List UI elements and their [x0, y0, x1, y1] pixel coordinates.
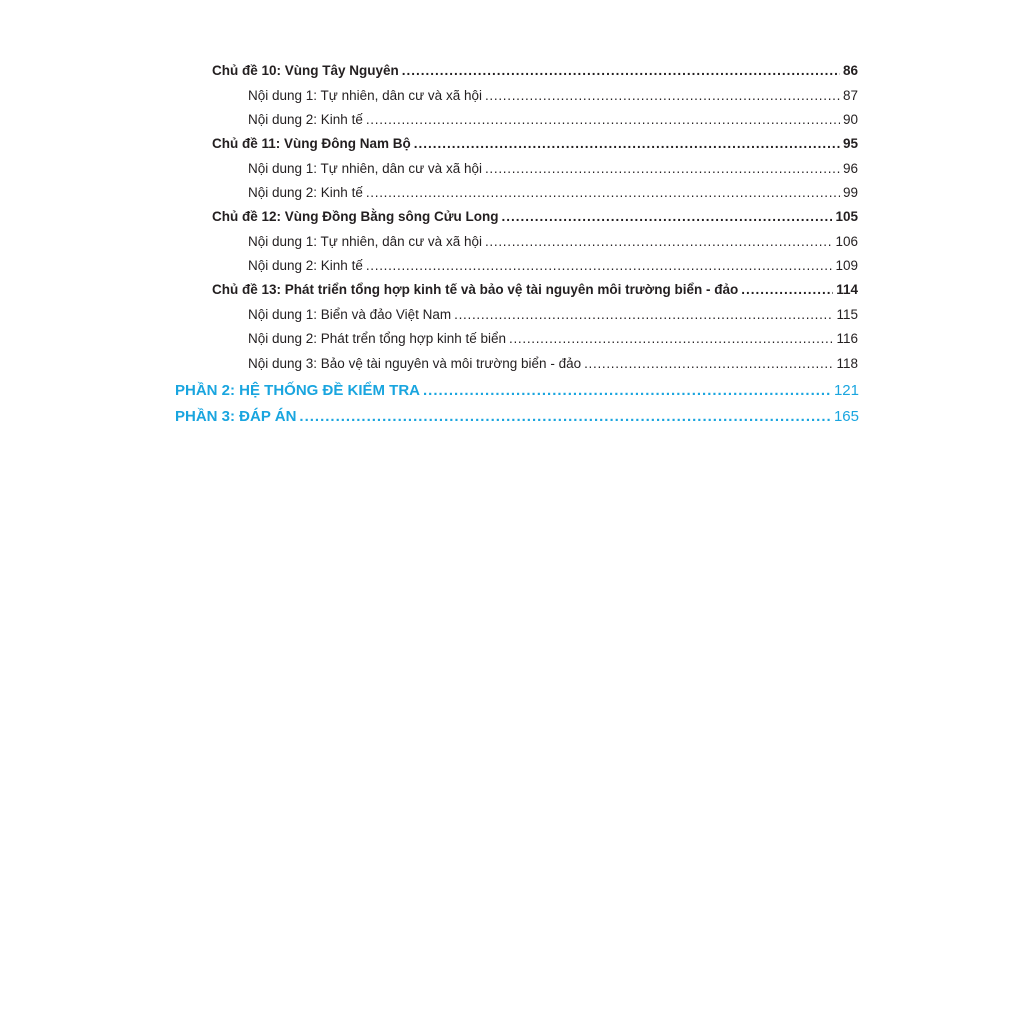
entry-title: Nội dung 1: Tự nhiên, dân cư và xã hội — [248, 88, 482, 103]
toc-entry-content[interactable] — [248, 356, 858, 371]
book-page — [117, 0, 907, 1024]
entry-title: PHẦN 2: HỆ THỐNG ĐỀ KIỂM TRA — [175, 382, 421, 399]
entry-title: Nội dung 2: Kinh tế — [248, 185, 363, 200]
dot-leader — [454, 307, 833, 322]
toc-entry-content[interactable] — [248, 185, 858, 200]
dot-leader — [299, 408, 831, 425]
dot-leader — [741, 282, 833, 297]
entry-page: 105 — [835, 209, 858, 224]
entry-title: Chủ đề 11: Vùng Đông Nam Bộ — [212, 136, 411, 151]
entry-page: 116 — [836, 331, 858, 346]
entry-page: 121 — [833, 382, 859, 399]
entry-page: 109 — [835, 258, 858, 273]
toc-entry-topic-10[interactable] — [212, 63, 858, 78]
toc-entry-part-2[interactable] — [175, 382, 859, 399]
toc-entry-content[interactable] — [248, 161, 858, 176]
table-of-contents — [117, 0, 907, 1024]
toc-entry-content[interactable] — [248, 112, 858, 127]
toc-entry-topic-12[interactable] — [212, 209, 858, 224]
entry-title: Nội dung 1: Biển và đảo Việt Nam — [248, 307, 452, 322]
toc-entry-content[interactable] — [248, 234, 858, 249]
toc-entry-topic-13[interactable] — [212, 282, 858, 297]
dot-leader — [366, 185, 840, 200]
entry-title: Chủ đề 13: Phát triển tổng hợp kinh tế và bảo vệ tài nguyên môi trường biển - đảo — [212, 282, 739, 297]
dot-leader — [366, 112, 840, 127]
toc-entry-topic-11[interactable] — [212, 136, 858, 151]
dot-leader — [414, 136, 840, 151]
toc-entry-content[interactable] — [248, 331, 858, 346]
toc-entry-content[interactable] — [248, 88, 858, 103]
dot-leader — [509, 331, 833, 346]
entry-title: Nội dung 2: Kinh tế — [248, 112, 363, 127]
entry-page: 106 — [835, 234, 858, 249]
dot-leader — [485, 234, 832, 249]
entry-page: 95 — [842, 136, 858, 151]
toc-entry-part-3[interactable] — [175, 408, 859, 425]
entry-page: 90 — [842, 112, 858, 127]
entry-title: Chủ đề 12: Vùng Đồng Bằng sông Cửu Long — [212, 209, 499, 224]
toc-entry-content[interactable] — [248, 307, 858, 322]
toc-entry-content[interactable] — [248, 258, 858, 273]
entry-page: 115 — [836, 307, 858, 322]
dot-leader — [485, 161, 840, 176]
entry-title: PHẦN 3: ĐÁP ÁN — [175, 408, 297, 425]
entry-title: Nội dung 2: Phát trển tổng hợp kinh tế biển — [248, 331, 507, 346]
entry-title: Chủ đề 10: Vùng Tây Nguyên — [212, 63, 399, 78]
entry-page: 86 — [842, 63, 858, 78]
dot-leader — [402, 63, 840, 78]
dot-leader — [502, 209, 833, 224]
entry-page: 96 — [842, 161, 858, 176]
dot-leader — [485, 88, 840, 103]
entry-title: Nội dung 1: Tự nhiên, dân cư và xã hội — [248, 234, 482, 249]
entry-page: 99 — [842, 185, 858, 200]
dot-leader — [584, 356, 833, 371]
entry-page: 118 — [836, 356, 858, 371]
dot-leader — [423, 382, 831, 399]
entry-page: 114 — [836, 282, 858, 297]
entry-page: 165 — [833, 408, 859, 425]
entry-title: Nội dung 3: Bảo vệ tài nguyên và môi trường biển - đảo — [248, 356, 582, 371]
entry-page: 87 — [842, 88, 858, 103]
entry-title: Nội dung 1: Tự nhiên, dân cư và xã hội — [248, 161, 482, 176]
entry-title: Nội dung 2: Kinh tế — [248, 258, 363, 273]
dot-leader — [366, 258, 833, 273]
